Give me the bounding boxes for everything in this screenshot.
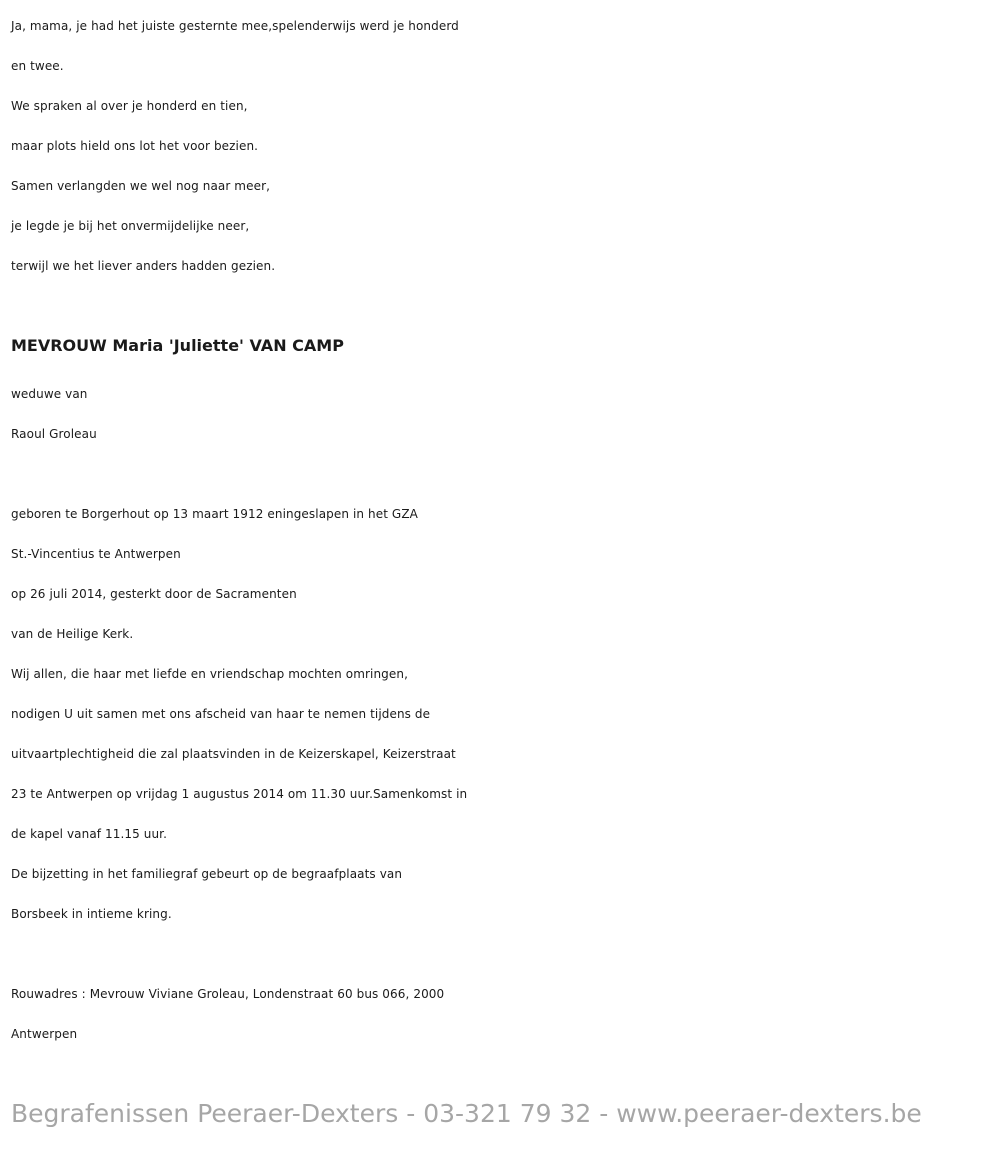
announcement-line: 23 te Antwerpen op vrijdag 1 augustus 2014 om 11.30 uur.Samenkomst in xyxy=(11,787,468,801)
obituary-document xyxy=(11,6,991,1054)
announcement-line: St.-Vincentius te Antwerpen xyxy=(11,547,181,561)
announcement-line: Borsbeek in intieme kring. xyxy=(11,907,172,921)
widow-line: Raoul Groleau xyxy=(11,427,97,441)
funeral-home-footer: Begrafenissen Peeraer-Dexters - 03-321 79 32 - www.peeraer-dexters.be xyxy=(11,1099,922,1128)
widow-line: weduwe van xyxy=(11,387,88,401)
spacer xyxy=(11,454,991,494)
announcement-line: De bijzetting in het familiegraf gebeurt op de begraafplaats van xyxy=(11,867,403,881)
widow-block xyxy=(11,374,991,454)
address-block xyxy=(11,974,991,1054)
announcement-line: Wij allen, die haar met liefde en vriendschap mochten omringen, xyxy=(11,667,408,681)
announcement-line: de kapel vanaf 11.15 uur. xyxy=(11,827,168,841)
announcement-line: uitvaartplechtigheid die zal plaatsvinden in de Keizerskapel, Keizerstraat xyxy=(11,747,456,761)
poem-line: terwijl we het liever anders hadden gezien. xyxy=(11,259,276,273)
address-line: Rouwadres : Mevrouw Viviane Groleau, Londenstraat 60 bus 066, 2000 xyxy=(11,987,445,1001)
poem-block xyxy=(11,6,991,286)
poem-line: Samen verlangden we wel nog naar meer, xyxy=(11,179,271,193)
announcement-block xyxy=(11,494,991,934)
deceased-name: MEVROUW Maria 'Juliette' VAN CAMP xyxy=(11,336,344,355)
announcement-line: geboren te Borgerhout op 13 maart 1912 eningeslapen in het GZA xyxy=(11,507,418,521)
address-line: Antwerpen xyxy=(11,1027,78,1041)
poem-line: We spraken al over je honderd en tien, xyxy=(11,99,248,113)
spacer xyxy=(11,934,991,974)
announcement-line: nodigen U uit samen met ons afscheid van haar te nemen tijdens de xyxy=(11,707,431,721)
announcement-line: van de Heilige Kerk. xyxy=(11,627,134,641)
poem-line: en twee. xyxy=(11,59,64,73)
poem-line: je legde je bij het onvermijdelijke neer, xyxy=(11,219,250,233)
poem-line: maar plots hield ons lot het voor bezien. xyxy=(11,139,259,153)
poem-line: Ja, mama, je had het juiste gesternte mee,spelenderwijs werd je honderd xyxy=(11,19,459,33)
announcement-line: op 26 juli 2014, gesterkt door de Sacramenten xyxy=(11,587,297,601)
